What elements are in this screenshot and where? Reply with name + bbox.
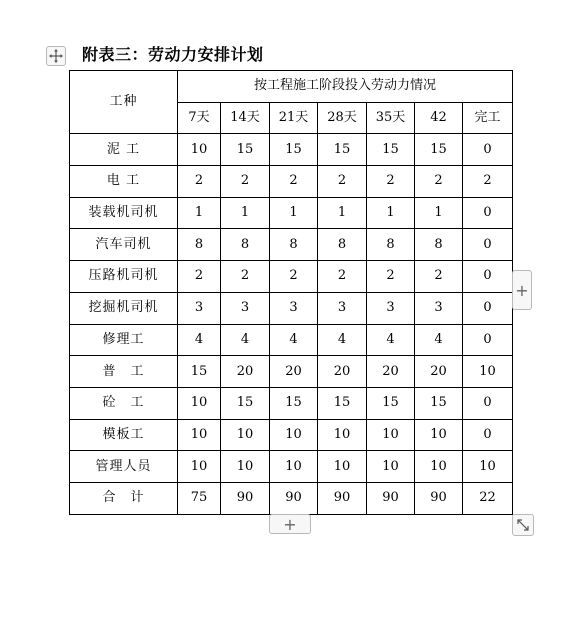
value-cell: 2: [367, 166, 415, 198]
table-resize-handle[interactable]: [512, 514, 534, 536]
value-cell: 15: [221, 387, 270, 419]
value-cell: 10: [318, 451, 367, 483]
resize-icon: [516, 518, 530, 532]
table-row: [70, 261, 513, 293]
value-cell: 0: [463, 324, 513, 356]
value-cell: 8: [270, 229, 318, 261]
value-cell: 1: [270, 197, 318, 229]
table-row: [70, 482, 513, 514]
value-cell: 10: [367, 451, 415, 483]
table-row: [70, 229, 513, 261]
table-row: [70, 419, 513, 451]
phase-header-1: 7天: [178, 102, 221, 134]
phase-header-6: 42: [415, 102, 463, 134]
value-cell: 0: [463, 134, 513, 166]
table-row: [70, 356, 513, 388]
value-cell: 22: [463, 482, 513, 514]
plus-icon: +: [515, 280, 529, 300]
value-cell: 20: [367, 356, 415, 388]
value-cell: 3: [415, 292, 463, 324]
phase-header-5: 35天: [367, 102, 415, 134]
table-row: [70, 292, 513, 324]
value-cell: 15: [318, 387, 367, 419]
role-name-cell: 模板工: [70, 419, 178, 451]
group-header: 按工程施工阶段投入劳动力情况: [178, 71, 513, 103]
value-cell: 15: [415, 134, 463, 166]
role-name-cell: 修理工: [70, 324, 178, 356]
value-cell: 2: [221, 166, 270, 198]
role-name-cell: 压路机司机: [70, 261, 178, 293]
value-cell: 20: [221, 356, 270, 388]
value-cell: 10: [178, 387, 221, 419]
role-name-cell: 电 工: [70, 166, 178, 198]
value-cell: 10: [415, 419, 463, 451]
role-name-cell: 泥 工: [70, 134, 178, 166]
value-cell: 3: [318, 292, 367, 324]
table-row: [70, 387, 513, 419]
table-row: [70, 324, 513, 356]
value-cell: 10: [221, 419, 270, 451]
value-cell: 0: [463, 229, 513, 261]
value-cell: 10: [318, 419, 367, 451]
role-name-cell: 汽车司机: [70, 229, 178, 261]
labor-plan-table: [69, 70, 513, 515]
value-cell: 10: [367, 419, 415, 451]
value-cell: 1: [415, 197, 463, 229]
role-name-cell: 管理人员: [70, 451, 178, 483]
value-cell: 2: [318, 166, 367, 198]
role-name-cell: 合 计: [70, 482, 178, 514]
value-cell: 2: [415, 261, 463, 293]
value-cell: 3: [221, 292, 270, 324]
value-cell: 15: [270, 134, 318, 166]
table-row: [70, 451, 513, 483]
value-cell: 2: [270, 261, 318, 293]
value-cell: 4: [367, 324, 415, 356]
phase-header-2: 14天: [221, 102, 270, 134]
add-column-button[interactable]: [512, 270, 532, 310]
add-row-button[interactable]: [269, 514, 311, 534]
value-cell: 3: [270, 292, 318, 324]
value-cell: 10: [270, 451, 318, 483]
plus-icon: +: [283, 514, 297, 534]
value-cell: 90: [221, 482, 270, 514]
table-move-handle[interactable]: [46, 46, 66, 66]
value-cell: 2: [270, 166, 318, 198]
value-cell: 90: [415, 482, 463, 514]
value-cell: 15: [415, 387, 463, 419]
value-cell: 10: [415, 451, 463, 483]
value-cell: 4: [270, 324, 318, 356]
value-cell: 90: [367, 482, 415, 514]
value-cell: 15: [221, 134, 270, 166]
value-cell: 1: [367, 197, 415, 229]
value-cell: 10: [270, 419, 318, 451]
value-cell: 8: [367, 229, 415, 261]
value-cell: 0: [463, 197, 513, 229]
value-cell: 8: [415, 229, 463, 261]
move-icon: [49, 49, 63, 63]
table-row: [70, 197, 513, 229]
value-cell: 0: [463, 261, 513, 293]
value-cell: 2: [463, 166, 513, 198]
value-cell: 2: [415, 166, 463, 198]
value-cell: 10: [178, 451, 221, 483]
table-row: [70, 134, 513, 166]
value-cell: 1: [318, 197, 367, 229]
value-cell: 10: [463, 451, 513, 483]
value-cell: 15: [178, 356, 221, 388]
value-cell: 90: [318, 482, 367, 514]
value-cell: 2: [221, 261, 270, 293]
value-cell: 2: [178, 261, 221, 293]
value-cell: 20: [270, 356, 318, 388]
value-cell: 0: [463, 292, 513, 324]
role-name-cell: 挖掘机司机: [70, 292, 178, 324]
value-cell: 8: [221, 229, 270, 261]
value-cell: 10: [463, 356, 513, 388]
phase-header-4: 28天: [318, 102, 367, 134]
value-cell: 15: [367, 387, 415, 419]
value-cell: 0: [463, 387, 513, 419]
value-cell: 1: [178, 197, 221, 229]
value-cell: 1: [221, 197, 270, 229]
value-cell: 3: [367, 292, 415, 324]
value-cell: 20: [415, 356, 463, 388]
table-row: [70, 166, 513, 198]
value-cell: 2: [318, 261, 367, 293]
value-cell: 15: [318, 134, 367, 166]
value-cell: 10: [178, 419, 221, 451]
value-cell: 3: [178, 292, 221, 324]
value-cell: 4: [415, 324, 463, 356]
value-cell: 2: [178, 166, 221, 198]
role-name-cell: 普 工: [70, 356, 178, 388]
value-cell: 15: [367, 134, 415, 166]
phase-header-3: 21天: [270, 102, 318, 134]
value-cell: 90: [270, 482, 318, 514]
value-cell: 10: [178, 134, 221, 166]
document-title: 附表三：劳动力安排计划: [82, 45, 264, 64]
value-cell: 4: [318, 324, 367, 356]
role-header: 工种: [70, 71, 178, 134]
value-cell: 0: [463, 419, 513, 451]
value-cell: 10: [221, 451, 270, 483]
value-cell: 2: [367, 261, 415, 293]
phase-header-7: 完工: [463, 102, 513, 134]
value-cell: 8: [178, 229, 221, 261]
value-cell: 75: [178, 482, 221, 514]
value-cell: 20: [318, 356, 367, 388]
header-row-group: [70, 71, 513, 103]
role-name-cell: 装载机司机: [70, 197, 178, 229]
role-name-cell: 砼 工: [70, 387, 178, 419]
value-cell: 4: [221, 324, 270, 356]
value-cell: 4: [178, 324, 221, 356]
value-cell: 8: [318, 229, 367, 261]
value-cell: 15: [270, 387, 318, 419]
